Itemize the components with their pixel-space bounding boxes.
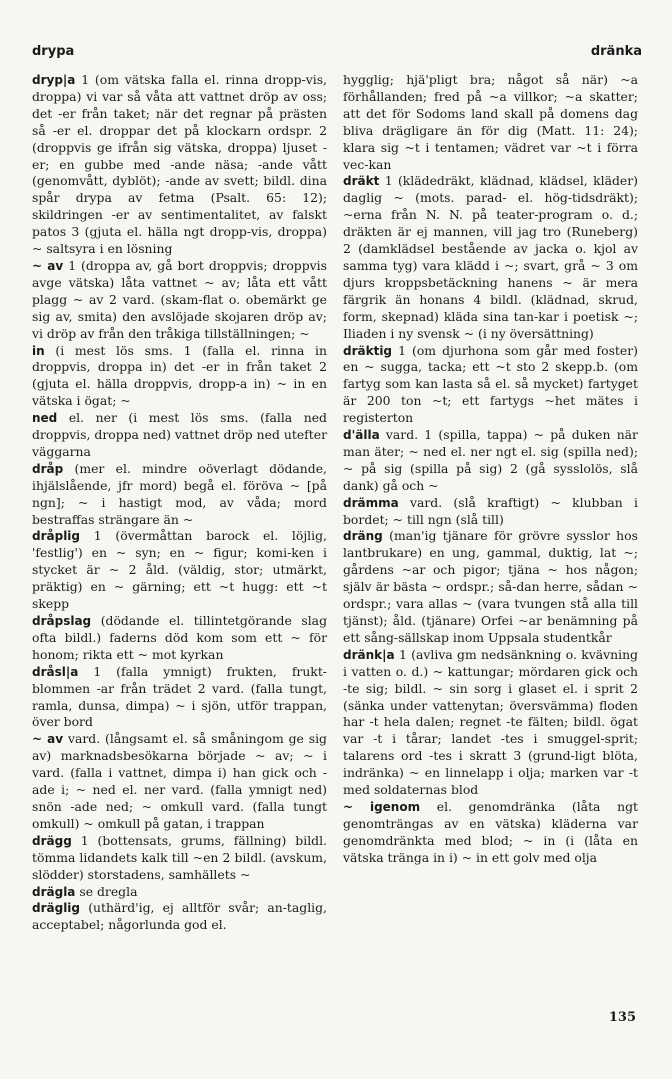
dictionary-entry [343, 427, 638, 495]
entry-headword: dräktig [343, 343, 393, 358]
dictionary-entry [32, 833, 327, 884]
entry-definition: 1 (falla ymnigt) frukten, frukt-blommen -ar från trädet 2 vard. (falla tungt, ramla, dunsa, dimpa) ~ i sjön, utför trappan, över bord [32, 663, 327, 730]
dictionary-entry [343, 528, 638, 646]
left-column [32, 72, 327, 934]
entry-definition: (man'ig tjänare för grövre sysslor hos lantbrukare) en ung, gammal, duktig, lat ~; gårdens ~ar och pigor; tjäna ~ hos någon; själv är bästa ~ ordspr.; så-dan herre, sådan ~ ordspr.; vara allas ~ (vara tvungen stå alla till tjänst); åld. (tjänare) Orfei ~ar benämning på ett sång-sällskap inom Uppsala studentkår [343, 528, 638, 645]
entry-definition: el. genomdränka (låta ngt genomträngas av en vätska) kläderna var genomdränkta med blod; ~ in (i (låta en vätska tränga in i) ~ in ett golv med olja [343, 798, 638, 865]
entry-headword: d'älla [343, 428, 380, 443]
entry-headword: ~ av [32, 732, 64, 747]
page-number: 135 [608, 1010, 636, 1025]
entry-definition: vard. (slå kraftigt) ~ klubban i bordet; ~ till ngn (slå till) [343, 494, 638, 527]
dictionary-entry [32, 343, 327, 411]
entry-headword: dräkt [343, 174, 380, 189]
entry-definition: 1 (bottensats, grums, fällning) bildl. tömma lidandets kalk till ~en 2 bildl. (avskum, slödder) storstadens, samhällets ~ [32, 832, 327, 882]
entry-definition: (dödande el. tillintetgörande slag ofta bildl.) faderns död kom som ett ~ för honom; rikta ett ~ mot kyrkan [32, 613, 327, 662]
entry-headword: dräglig [32, 901, 81, 916]
dictionary-entry [32, 900, 327, 934]
entry-definition: vard. (långsamt el. så småningom ge sig av) marknadsbesökarna började ~ av; ~ i vard. (falla i vattnet, dimpa i) han gick och -ade i; ~ ned el. ner vard. (falla ymnigt ned) snön -ade ned; ~ omkull vard. (falla tungt omkull) ~ omkull på gatan, i trappan [32, 731, 327, 831]
dictionary-entry [32, 528, 327, 613]
dictionary-entry [32, 72, 327, 258]
entry-headword: drägg [32, 833, 72, 848]
running-head-right: dränka [590, 44, 642, 59]
entry-headword: dråpslag [32, 614, 92, 628]
entry-definition: 1 (avliva gm nedsänkning o. kvävning i vatten o. d.) ~ kattungar; mördaren gick och -te sig; bildl. ~ sin sorg i glaset el. i sprit 2 (sänka under vattenytan; översvämma) floden har -t hela dalen; regnet -te fälten; bildl. ögat var -t i tårar; landet -tes i smuggel-sprit; talarens ord -tes i skratt 3 (grund-ligt blöta, indränka) ~ en linnelapp i olja; marken var -t med soldaternas blod [343, 646, 638, 798]
entry-definition: (uthärd'ig, ej alltför svår; an-taglig, acceptabel; någorlunda god el. [32, 900, 327, 933]
entry-headword: ned [32, 411, 58, 426]
dictionary-entry [343, 72, 638, 173]
entry-definition: se dregla [79, 883, 138, 899]
dictionary-entry [32, 731, 327, 832]
right-column [343, 72, 638, 867]
dictionary-entry [32, 258, 327, 343]
entry-headword: drägla [32, 884, 76, 899]
entry-headword: ~ igenom [343, 799, 421, 814]
entry-definition: 1 (droppa av, gå bort droppvis; droppvis avge vätska) låta vattnet ~ av; låta ett vått plagg ~ av 2 vard. (skam-flat o. obemärkt ge sig av, smita) den avslöjade skojaren dröp av; vi dröp av från den tråkiga tillställningen; ~ [32, 257, 327, 341]
dictionary-entry [32, 884, 327, 901]
entry-definition: (i mest lös sms. 1 (falla el. rinna in droppvis, droppa in) det -er in från taket 2 (gjuta el. hälla droppvis, dropp-a in) ~ in en vätska i ögat; ~ [32, 342, 327, 409]
running-head-left: drypa [32, 44, 75, 59]
entry-definition: 1 (om djurhona som går med foster) en ~ sugga, tacka; ett ~t sto 2 skepp.b. (om fartyg som kan lasta så el. så mycket) fartyget är 200 ton ~t; ett fartygs ~het mätes i registerton [343, 342, 638, 426]
entry-headword: dräng [343, 529, 383, 544]
entry-headword: dränk|a [343, 647, 395, 662]
entry-definition: 1 (om vätska falla el. rinna dropp-vis, droppa) vi var så våta att vattnet dröp av oss; det -er från taket; när det regnar på prästen så -er el. droppar det på klockarn ordspr. 2 (droppvis ge ifrån sig vätska, droppa) ljuset -er; en gubbe med -ande näsa; -ande vått (genomvått, dyblöt); -ande av svett; bildl. dina spår drypa av fetma (Psalt. 65: 12); skildringen -er av sentimentalitet, av falskt patos 3 (gjuta el. hälla ngt dropp-vis, droppa) ~ saltsyra i en lösning [32, 72, 327, 257]
dictionary-entry [343, 343, 638, 428]
entry-definition: hygglig; hjä'pligt bra; något så när) ~a förhållanden; fred på ~a villkor; ~a skatter; att det för Sodoms land skall på domens dag bliva drägligare än för dig (Matt. 11: 24); klara sig ~t i tentamen; vädret var ~t i förra vec-kan [343, 72, 638, 172]
dictionary-entry [343, 173, 638, 342]
dictionary-entry [343, 647, 638, 799]
dictionary-entry [32, 410, 327, 461]
entry-headword: dråp [32, 461, 64, 476]
entry-headword: dråsl|a [32, 664, 79, 679]
entry-definition: vard. 1 (spilla, tappa) ~ på duken när man äter; ~ ned el. ner ngt el. sig (spilla ned); ~ på sig (spilla på sig) 2 (gå sysslolös, slå dank) gå och ~ [343, 427, 638, 493]
entry-headword: dråplig [32, 529, 81, 544]
dictionary-entry [32, 461, 327, 529]
dictionary-entry [32, 664, 327, 732]
entry-definition: el. ner (i mest lös sms. (falla ned droppvis, droppa ned) vattnet dröp ned utefter väggarna [32, 410, 327, 459]
dictionary-entry [32, 613, 327, 664]
dictionary-entry [343, 495, 638, 529]
entry-headword: ~ av [32, 258, 64, 273]
entry-headword: in [32, 343, 45, 358]
entry-headword: dryp|a [32, 73, 76, 87]
entry-headword: drämma [343, 495, 399, 510]
entry-definition: 1 (klädedräkt, klädnad, klädsel, kläder) daglig ~ (mots. parad- el. hög-tidsdräkt); ~erna från N. N. på teater-program o. d.; dräkten är ej mannen, vill jag tro (Runeberg) 2 (damklädsel bestående av jacka o. kjol av samma tyg) vara klädd i ~; svart, grå ~ 3 om djurs kroppsbetäckning hanens ~ är mera färgrik än honans 4 bildl. (klädnad, skrud, form, skepnad) kläda sina tan-kar i poetisk ~; Iliaden i ny svensk ~ (i ny översättning) [343, 173, 638, 341]
dictionary-entry [343, 799, 638, 867]
entry-definition: 1 (övermåttan barock el. löjlig, 'festlig') en ~ syn; en ~ figur; komi-ken i stycket är ~ 2 åld. (väldig, stor; utmärkt, präktig) en ~ gärning; ett ~t hugg: ett ~t skepp [32, 528, 327, 612]
entry-definition: (mer el. mindre oöverlagt dödande, ihjälslående, jfr mord) begå el. föröva ~ [på ngn]; ~ i hastigt mod, av våda; mord bestraffas strängare än ~ [32, 460, 327, 527]
